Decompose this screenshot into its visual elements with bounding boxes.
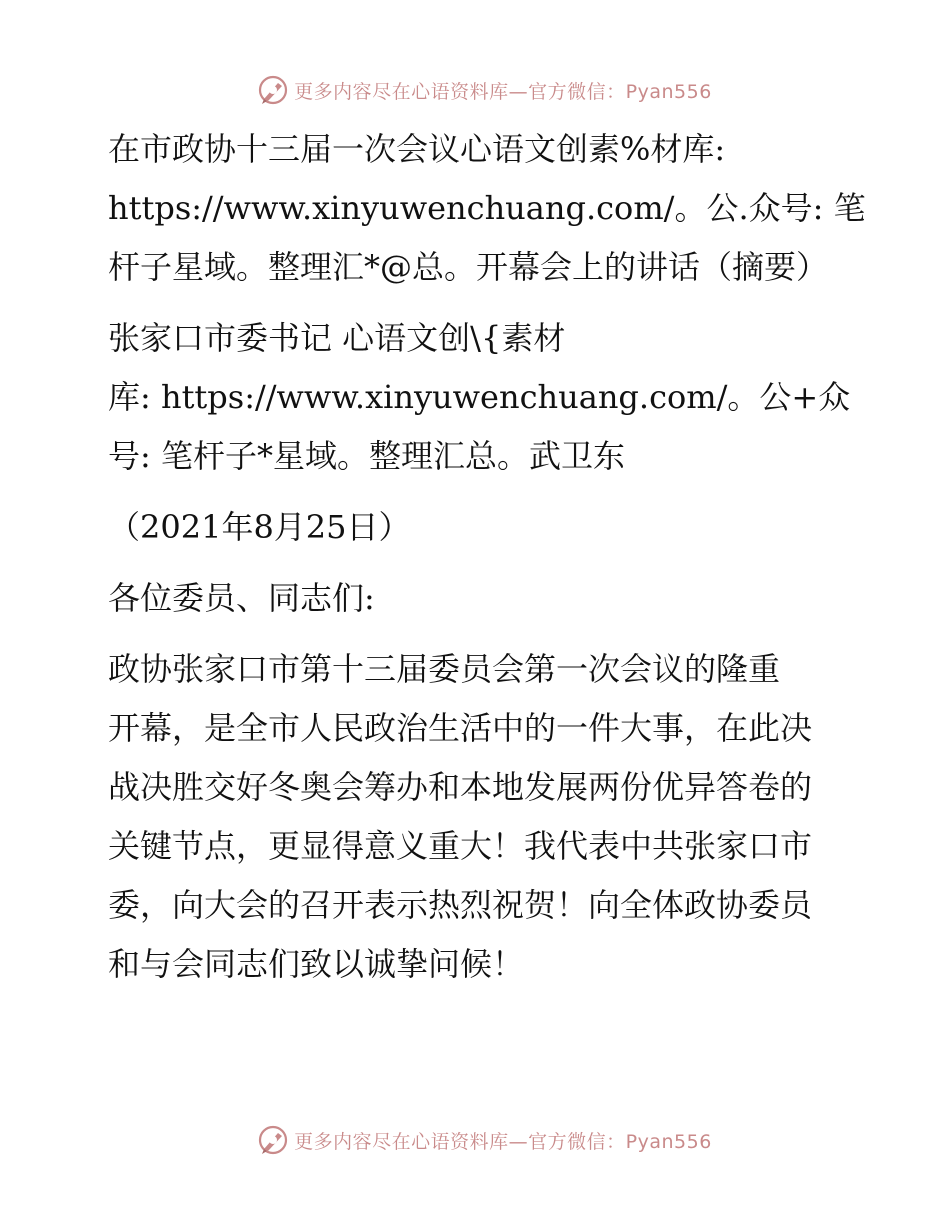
body-line: 开幕，是全市人民政治生活中的一件大事，在此决 [108,709,813,747]
document-body [96,120,866,994]
watermark-text: 更多内容尽在心语资料库—官方微信：Pyan556 [294,1130,712,1153]
document-title [96,120,866,297]
author-text-line: 库: https://www.xinyuwenchuang.com/。公+众 [108,378,851,416]
body-line: 战决胜交好冬奥会筹办和本地发展两份优异答卷的 [108,768,813,806]
footer-watermark [0,1120,950,1160]
author-line [96,309,856,486]
pen-logo-icon [256,73,290,107]
watermark-text: 更多内容尽在心语资料库—官方微信：Pyan556 [294,80,712,103]
body-line: 关键节点，更显得意义重大！我代表中共张家口市 [108,827,813,865]
pen-logo-icon [256,1123,290,1157]
watermark-group [256,1123,712,1157]
watermark-group [256,73,712,107]
body-paragraph [96,640,856,994]
title-line: 在市政协十三届一次会议心语文创素%材库: [108,130,726,168]
title-line: 杆子星域。整理汇*@总。开幕会上的讲话（摘要） [108,248,829,286]
author-text-line: 张家口市委书记 心语文创\{素材 [108,319,566,357]
salutation: 各位委员、同志们: [108,579,375,617]
body-line: 委，向大会的召开表示热烈祝贺！向全体政协委员 [108,886,813,924]
header-watermark [0,70,950,110]
speech-date: （2021年8月25日） [108,508,411,546]
body-line: 政协张家口市第十三届委员会第一次会议的隆重 [108,650,781,688]
title-line: https://www.xinyuwenchuang.com/。公.众号: 笔 [108,189,866,227]
body-line: 和与会同志们致以诚挚问候！ [108,945,525,983]
author-text-line: 号: 笔杆子*星域。整理汇总。武卫东 [108,437,625,475]
